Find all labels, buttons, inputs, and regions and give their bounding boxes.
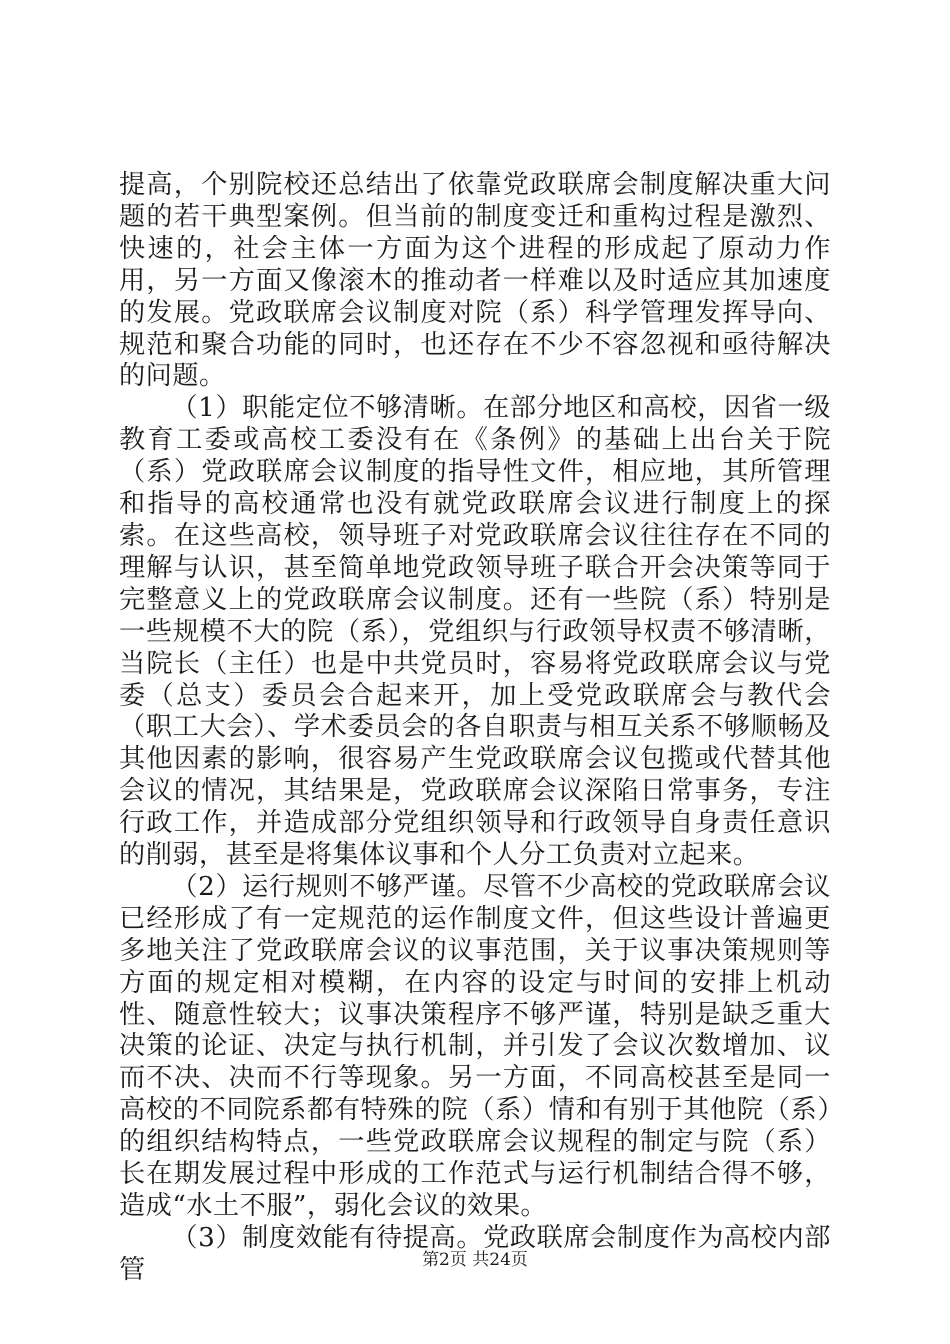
- body-paragraph-1: 提高，个别院校还总结出了依靠党政联席会制度解决重大问题的若干典型案例。但当前的制度变迁和重构过程是激烈、快速的，社会主体一方面为这个进程的形成起了原动力作用，另一方面又像滚木的推动者一样难以及时适应其加速度的发展。党政联席会议制度对院（系）科学管理发挥导向、规范和聚合功能的同时，也还存在不少不容忽视和亟待解决的问题。: [119, 170, 831, 392]
- page-number-footer: 第2页 共24页: [422, 1250, 528, 1270]
- body-paragraph-3: （2）运行规则不够严谨。尽管不少高校的党政联席会议已经形成了有一定规范的运作制度文件，但这些设计普遍更多地关注了党政联席会议的议事范围，关于议事决策规则等方面的规定相对模糊，在内容的设定与时间的安排上机动性、随意性较大；议事决策程序不够严谨，特别是缺乏重大决策的论证、决定与执行机制，并引发了会议次数增加、议而不决、决而不行等现象。另一方面，不同高校甚至是同一高校的不同院系都有特殊的院（系）情和有别于其他院（系）的组织结构特点，一些党政联席会议规程的制定与院（系）长在期发展过程中形成的工作范式与运行机制结合得不够，造成“水土不服”，弱化会议的效果。: [119, 871, 831, 1221]
- document-body: [119, 170, 831, 1287]
- body-paragraph-2: （1）职能定位不够清晰。在部分地区和高校，因省一级教育工委或高校工委没有在《条例》的基础上出台关于院（系）党政联席会议制度的指导性文件，相应地，其所管理和指导的高校通常也没有就党政联席会议进行制度上的探索。在这些高校，领导班子对党政联席会议往往存在不同的理解与认识，甚至简单地党政领导班子联合开会决策等同于完整意义上的党政联席会议制度。还有一些院（系）特别是一些规模不大的院（系），党组织与行政领导权责不够清晰，当院长（主任）也是中共党员时，容易将党政联席会议与党委（总支）委员会合起来开，加上受党政联席会与教代会（职工大会）、学术委员会的各自职责与相互关系不够顺畅及其他因素的影响，很容易产生党政联席会议包揽或代替其他会议的情况，其结果是，党政联席会议深陷日常事务，专注行政工作，并造成部分党组织领导和行政领导自身责任意识的削弱，甚至是将集体议事和个人分工负责对立起来。: [119, 393, 831, 871]
- body-paragraph-4: （3）制度效能有待提高。党政联席会制度作为高校内部管: [119, 1222, 831, 1285]
